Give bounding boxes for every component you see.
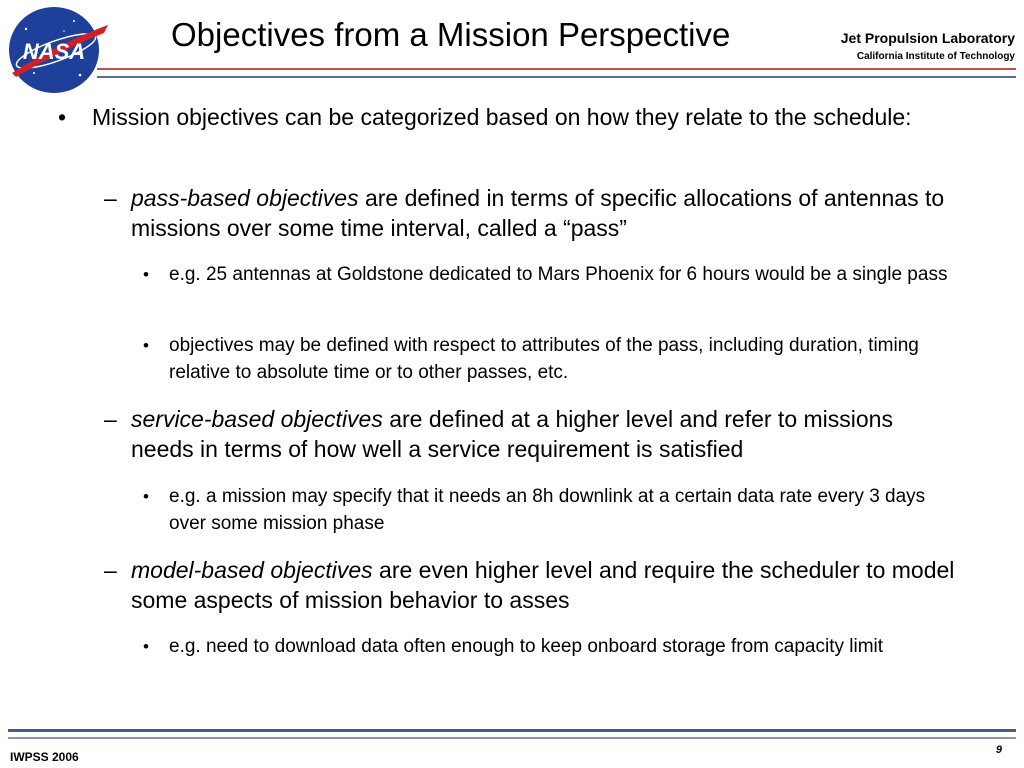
sub-bullet-marker: • xyxy=(143,487,149,506)
sub-bullet-marker: • xyxy=(143,336,149,355)
page-number: 9 xyxy=(995,744,1002,756)
bullet-marker: • xyxy=(58,104,67,130)
pass-example-2: objectives may be defined with respect to attributes of the pass, including duration, timing relative to absolute time or to other passes, etc. xyxy=(169,335,919,383)
model-based-item xyxy=(131,555,961,615)
pass-example-1: e.g. 25 antennas at Goldstone dedicated to Mars Phoenix for 6 hours would be a single pass xyxy=(169,264,948,285)
footer-event: IWPSS 2006 xyxy=(10,750,79,764)
sub-bullet-marker: • xyxy=(143,637,149,656)
service-based-item xyxy=(131,404,961,464)
model-example-1: e.g. need to download data often enough to keep onboard storage from capacity limit xyxy=(169,636,884,657)
nasa-logo xyxy=(4,3,112,95)
organization-block xyxy=(841,30,1015,64)
service-based-description: are defined at a higher level and refer to missions needs in terms of how well a service requirement is satisfied xyxy=(131,406,893,462)
org-name: Jet Propulsion Laboratory xyxy=(840,30,1015,46)
header-rule-red xyxy=(97,68,1016,70)
pass-based-term: pass-based objectives xyxy=(131,185,359,211)
dash-marker: – xyxy=(104,557,117,583)
footer-rule-dark xyxy=(8,729,1016,732)
footer-rule-light xyxy=(8,737,1016,739)
header-rule-blue xyxy=(97,76,1016,78)
model-based-description: are even higher level and require the scheduler to model some aspects of mission behavior to asses xyxy=(131,557,955,613)
pass-based-description: are defined in terms of specific allocations of antennas to missions over some time interval, called a “pass” xyxy=(131,185,945,241)
service-example-1: e.g. a mission may specify that it needs an 8h downlink at a certain data rate every 3 days over some mission phase xyxy=(169,486,926,534)
nasa-logo-wordmark: NASA xyxy=(22,39,86,64)
pass-based-item xyxy=(131,183,961,243)
service-based-term: service-based objectives xyxy=(131,406,383,432)
sub-bullet-marker: • xyxy=(143,265,149,284)
model-based-term: model-based objectives xyxy=(131,557,373,583)
slide-title: Objectives from a Mission Perspective xyxy=(171,16,731,53)
org-subtitle: California Institute of Technology xyxy=(856,51,1015,62)
dash-marker: – xyxy=(104,406,117,432)
dash-marker: – xyxy=(104,185,117,211)
bullet-intro: Mission objectives can be categorized based on how they relate to the schedule: xyxy=(92,104,912,130)
